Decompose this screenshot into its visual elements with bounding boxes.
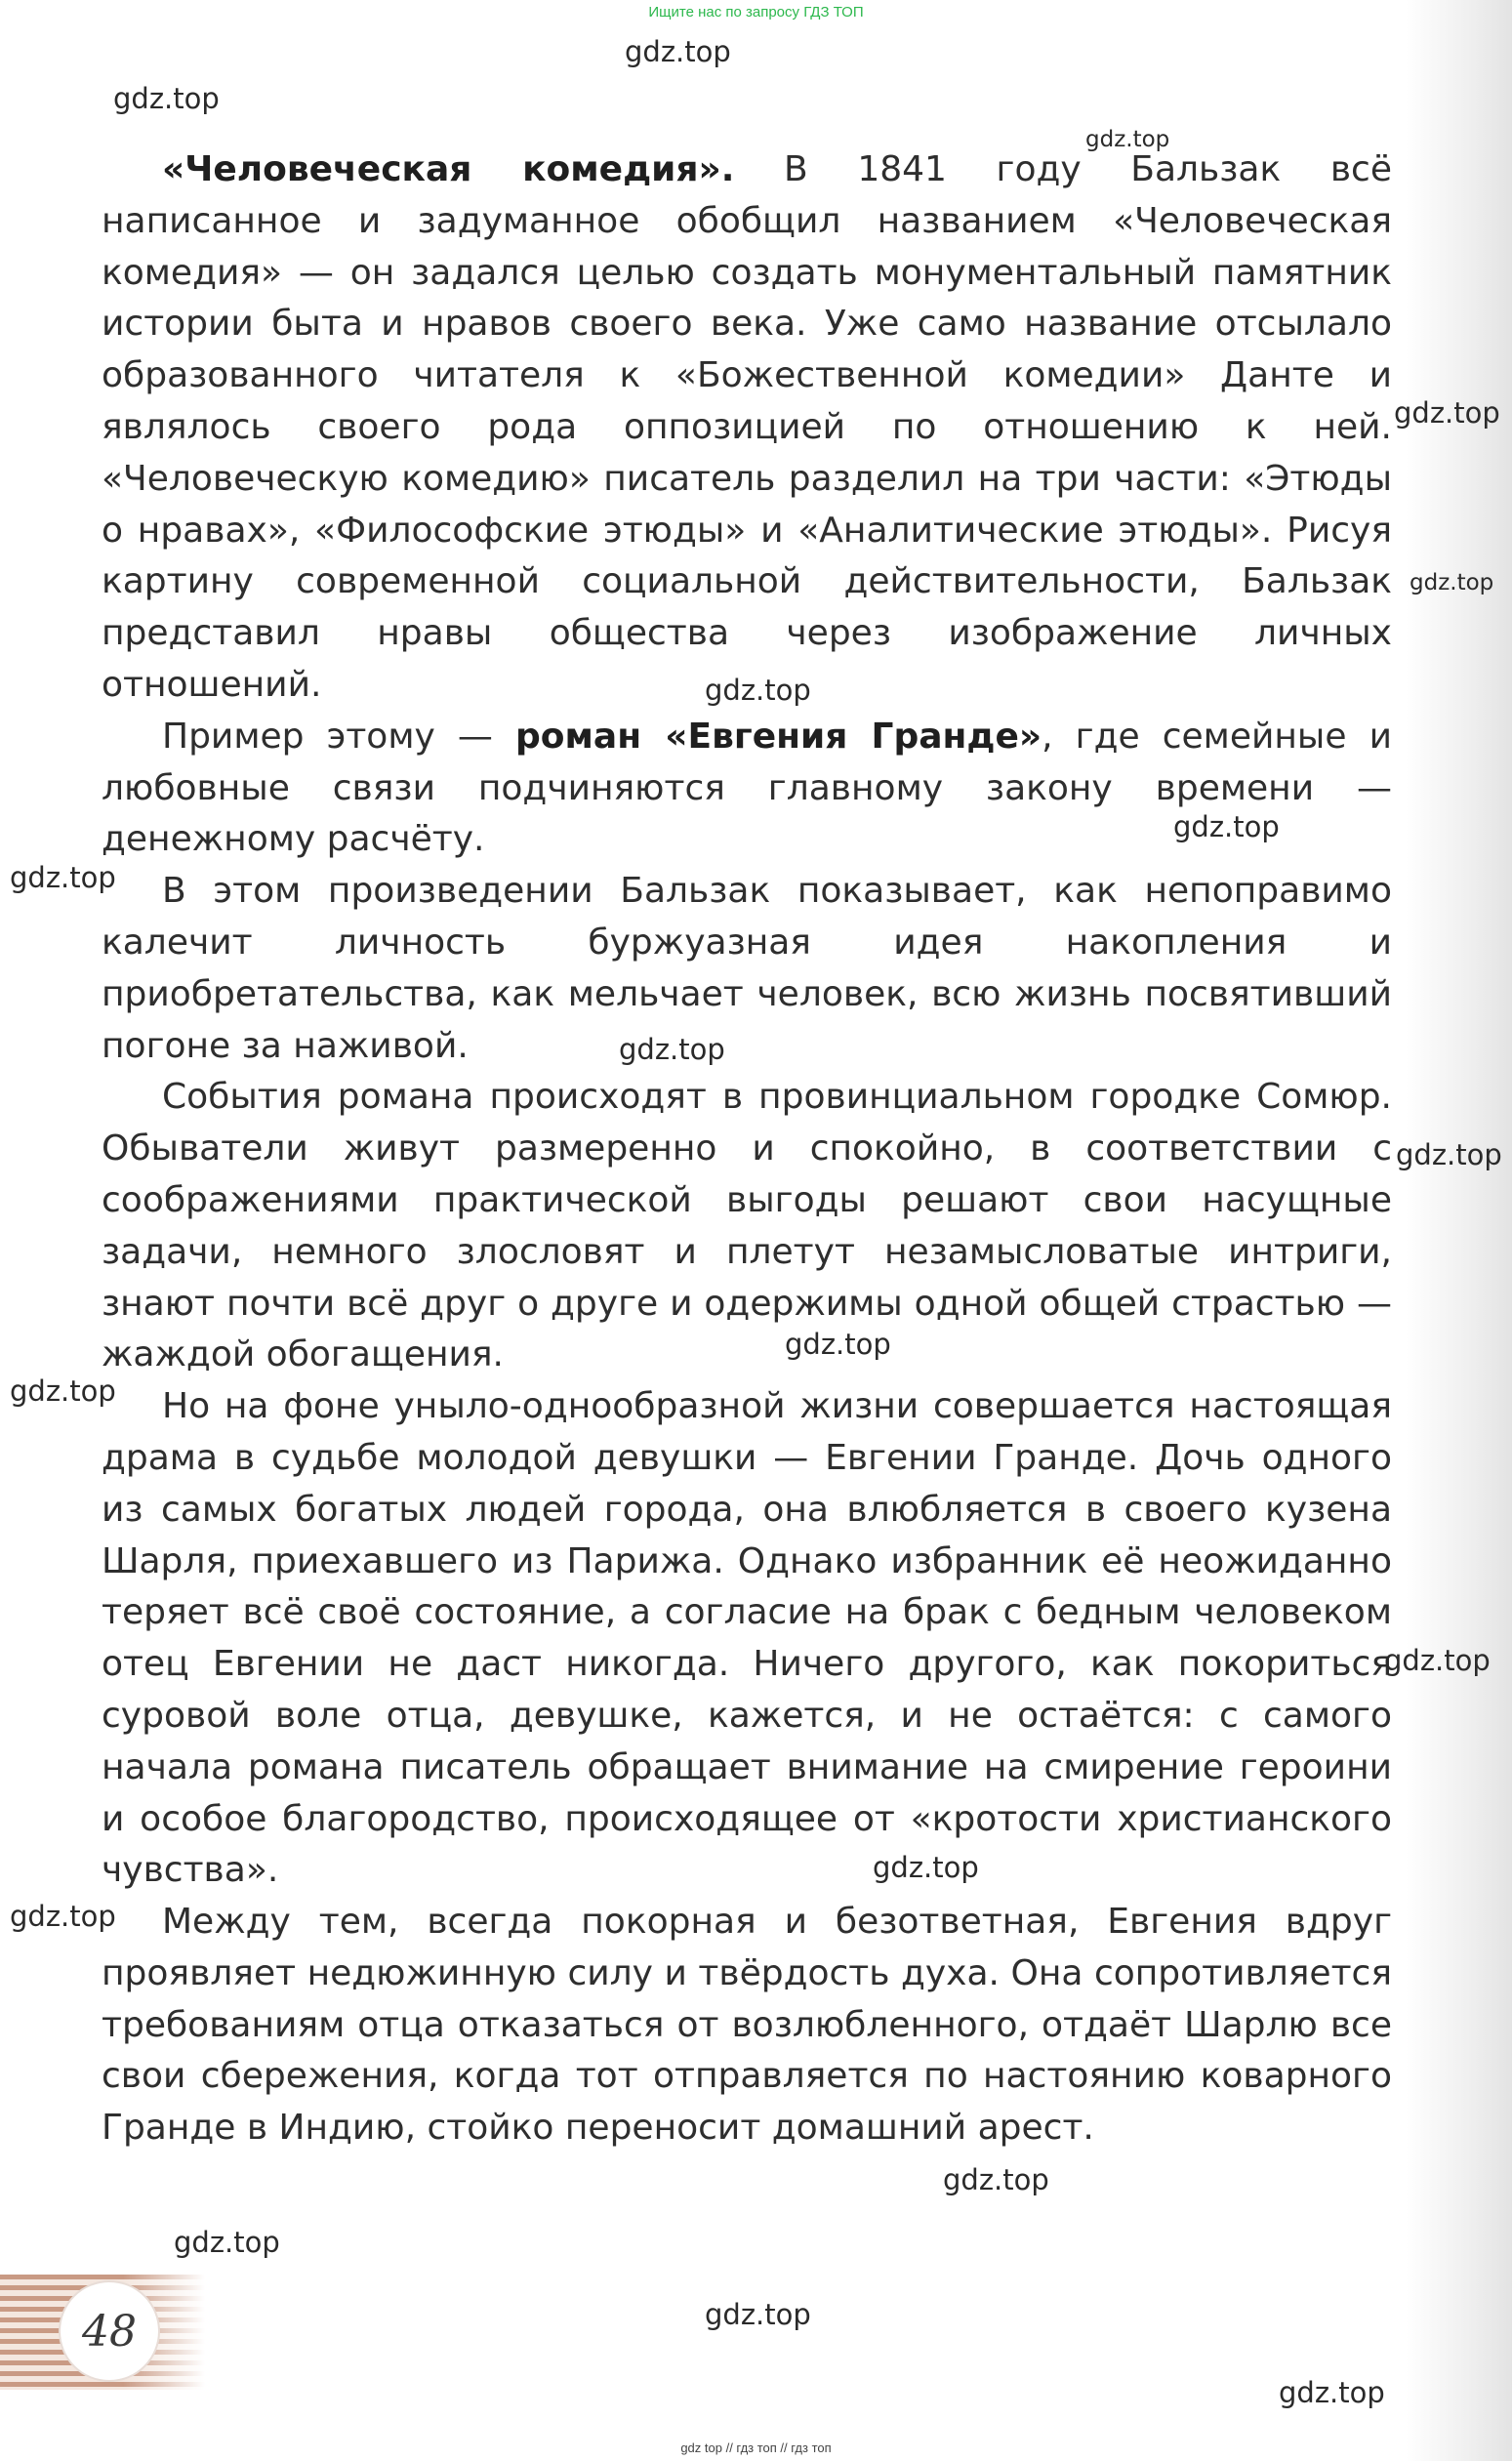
top-banner[interactable]: Ищите нас по запросу ГДЗ ТОП xyxy=(648,4,864,21)
paragraph-text-6: Между тем, всегда покорная и безответная, Евгения вдруг проявляет недюжинную силу и твёрдость духа. Она сопротивляется требованиям отца отказаться от возлюбленного, отдаёт Шарлю все свои сбережения, когда тот отправляется по настоянию коварного Гранде в Индию, стойко переносит домашний арест. xyxy=(102,1902,1392,2149)
watermark: gdz.top xyxy=(705,674,811,707)
watermark: gdz.top xyxy=(1279,2376,1385,2409)
watermark: gdz.top xyxy=(943,2163,1049,2196)
watermark: gdz.top xyxy=(873,1851,979,1884)
watermark: gdz.top xyxy=(625,35,731,68)
watermark: gdz.top xyxy=(1085,127,1170,152)
paragraph-text: , где семейные и любовные связи подчиняются главному закону времени — денежному расчёту. xyxy=(102,716,1392,860)
bold-novel-title: роман «Евгения Гранде» xyxy=(514,716,1042,757)
main-text xyxy=(102,144,1392,2154)
watermark: gdz.top xyxy=(10,1900,116,1933)
page-number: 48 xyxy=(82,2306,137,2357)
bottom-banner[interactable]: gdz top // гдз топ // гдз топ xyxy=(680,2440,832,2455)
watermark: gdz.top xyxy=(174,2226,280,2259)
watermark: gdz.top xyxy=(1394,396,1500,430)
watermark: gdz.top xyxy=(619,1033,725,1066)
bold-heading-human-comedy: «Человеческая комедия». xyxy=(162,149,735,189)
paragraph-text: Пример этому — xyxy=(162,716,515,757)
watermark: gdz.top xyxy=(1410,570,1494,595)
paragraph-text-4: События романа происходят в провинциальном городке Сомюр. Обыватели живут размеренно и спокойно, в соответствии с соображениями практической выгоды решают свои насущные задачи, немного злословят и плетут незамысловатые интриги, знают почти всё друг о друге и одержимы одной общей страстью — жаждой обогащения. xyxy=(102,1077,1392,1375)
watermark: gdz.top xyxy=(1384,1644,1491,1677)
watermark: gdz.top xyxy=(785,1328,891,1361)
page-number-badge xyxy=(61,2282,158,2380)
watermark: gdz.top xyxy=(113,82,220,115)
watermark: gdz.top xyxy=(10,861,116,894)
watermark: gdz.top xyxy=(10,1374,116,1408)
paragraph-human-comedy xyxy=(102,144,1392,712)
paragraph-text: В 1841 году Бальзак всё написанное и задуманное обобщил названием «Человеческая комедия» — он задался целью создать монументальный памятник истории быта и нравов своего века. Уже само название отсылало образованного читателя к «Божественной комедии» Данте и являлось своего рода оппозицией по отношению к ней. «Человеческую комедию» писатель разделил на три части: «Этюды о нравах», «Философские этюды» и «Аналитические этюды». Рисуя картину современной социальной действительности, Бальзак представил нравы общества через изображение личных отношений. xyxy=(102,149,1392,705)
watermark: gdz.top xyxy=(1396,1138,1502,1171)
watermark: gdz.top xyxy=(1173,810,1280,843)
paragraph-text-5: Но на фоне уныло-однообразной жизни совершается настоящая драма в судьбе молодой девушки — Евгении Гранде. Дочь одного из самых богатых людей города, она влюбляется в своего кузена Шарля, приехавшего из Парижа. Однако избранник её неожиданно теряет всё своё состояние, а согласие на брак с бедным человеком отец Евгении не даст никогда. Ничего другого, как покориться суровой воле отца, девушке, кажется, и не остаётся: с самого начала романа писатель обращает внимание на смирение героини и особое благородство, происходящее от «кротости христианского чувства». xyxy=(102,1386,1392,1891)
paragraph-text-3: В этом произведении Бальзак показывает, как непоправимо калечит личность буржуазная идея накопления и приобретательства, как мельчает человек, всю жизнь посвятивший погоне за наживой. xyxy=(102,871,1392,1066)
watermark: gdz.top xyxy=(705,2298,811,2331)
